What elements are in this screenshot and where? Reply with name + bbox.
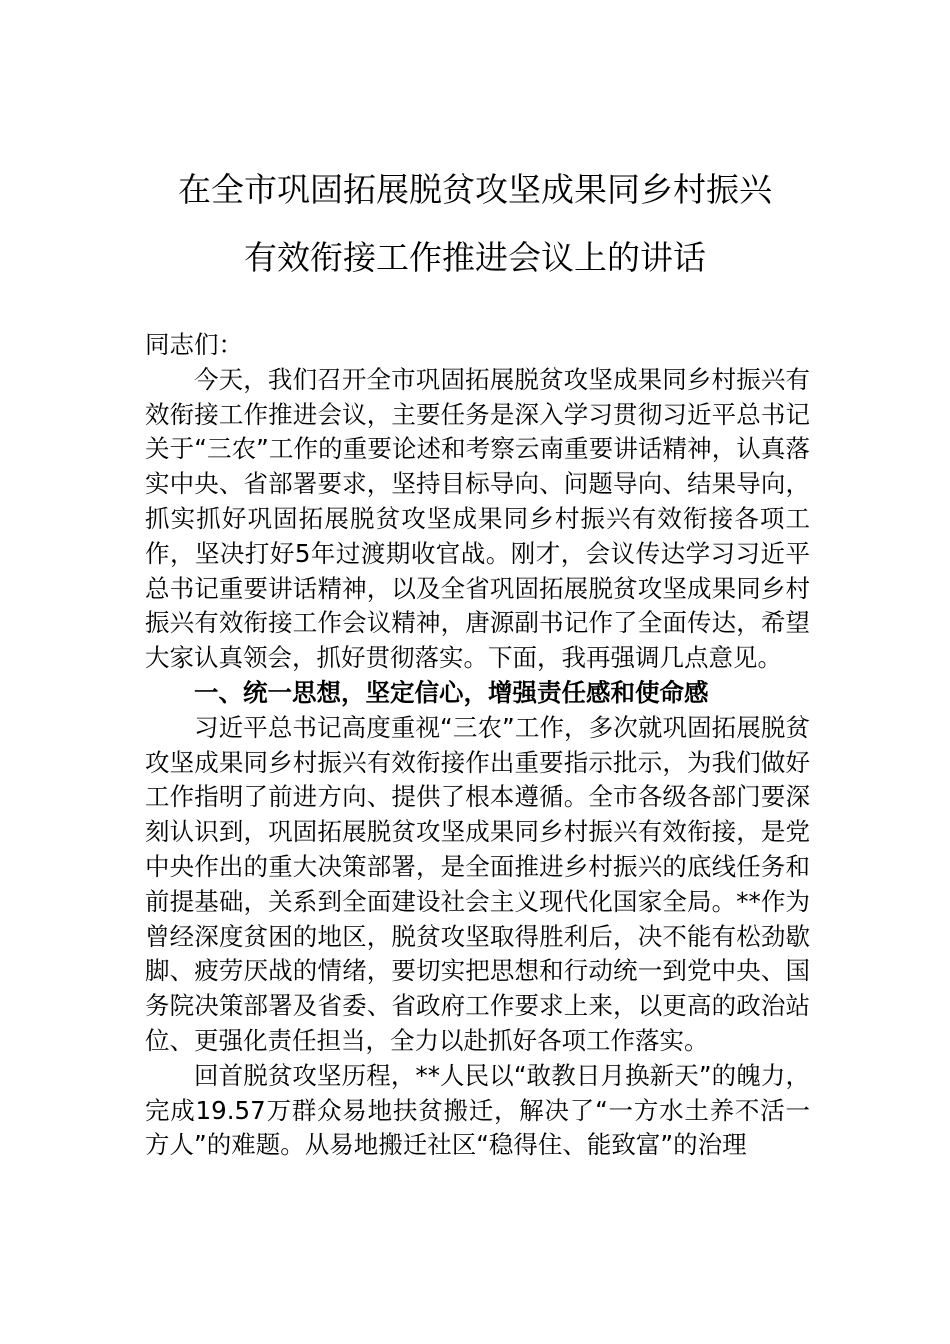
salutation: 同志们： [145,330,243,359]
paragraph-section-1: 习近平总书记高度重视“三农”工作，多次就巩固拓展脱贫攻坚成果同乡村振兴有效衔接作出重要指示批示，为我们做好工作指明了前进方向、提供了根本遵循。全市各级各部门要深刻认识到，巩固拓展脱贫攻坚成果同乡村振兴有效衔接，是党中央作出的重大决策部署，是全面推进乡村振兴的底线任务和前提基础，关系到全面建设社会主义现代化国家全局。**作为曾经深度贫困的地区，脱贫攻坚取得胜利后，决不能有松劲歇脚、疲劳厌战的情绪，要切实把思想和行动统一到党中央、国务院决策部署及省委、省政府工作要求上来，以更高的政治站位、更强化责任担当，全力以赴抓好各项工作落实。 [145,712,810,1055]
paragraph-review: 回首脱贫攻坚历程，**人民以“敢教日月换新天”的魄力，完成19.57万群众易地扶贫搬迁，解决了“一方水土养不活一方人”的难题。从易地搬迁社区“稳得住、能致富”的治理 [145,1060,810,1160]
section-heading-1: 一、统一思想，坚定信心，增强责任感和使命感 [194,677,709,707]
paragraph-intro: 今天，我们召开全市巩固拓展脱贫攻坚成果同乡村振兴有效衔接工作推进会议，主要任务是深入学习贯彻习近平总书记关于“三农”工作的重要论述和考察云南重要讲话精神，认真落实中央、省部署要求，坚持目标导向、问题导向、结果导向，抓实抓好巩固拓展脱贫攻坚成果同乡村振兴有效衔接各项工作，坚决打好5年过渡期收官战。刚才，会议传达学习习近平总书记重要讲话精神，以及全省巩固拓展脱贫攻坚成果同乡村振兴有效衔接工作会议精神，唐源副书记作了全面传达，希望大家认真领会，抓好贯彻落实。下面，我再强调几点意见。 [145,364,810,673]
document-title-line-1: 在全市巩固拓展脱贫攻坚成果同乡村振兴 [178,170,772,209]
document-title-line-2: 有效衔接工作推进会议上的讲话 [244,238,706,277]
document-body [145,328,810,1163]
